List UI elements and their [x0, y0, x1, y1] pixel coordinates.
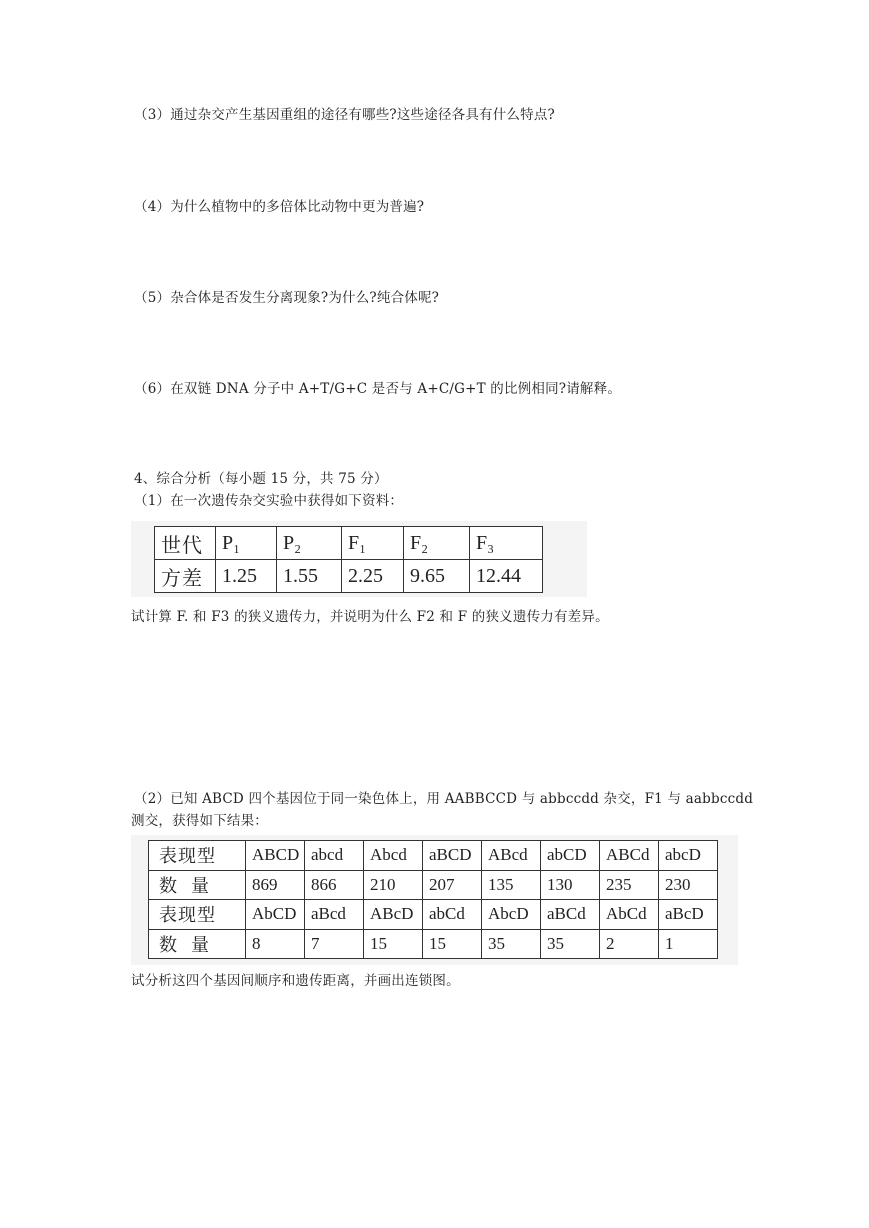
testcross-table — [148, 840, 718, 959]
generation-cell: P₂ — [277, 527, 342, 560]
count-cell: 235 — [600, 870, 659, 900]
question-2-instruction: 试分析这四个基因间顺序和遗传距离，并画出连锁图。 — [131, 973, 460, 989]
phenotype-cell: abCd — [423, 900, 482, 930]
phenotype-cell: aBCd — [541, 900, 600, 930]
table-row — [155, 560, 543, 593]
count-cell: 7 — [305, 929, 364, 959]
generation-cell: F₁ — [342, 527, 404, 560]
count-cell: 2 — [600, 929, 659, 959]
count-cell: 869 — [246, 870, 305, 900]
phenotype-cell: ABcd — [482, 841, 541, 871]
count-cell: 35 — [541, 929, 600, 959]
variance-cell: 1.55 — [277, 560, 342, 593]
variance-cell: 2.25 — [342, 560, 404, 593]
phenotype-cell: Abcd — [364, 841, 423, 871]
phenotype-cell: abcD — [659, 841, 718, 871]
variance-cell: 1.25 — [216, 560, 277, 593]
count-cell: 8 — [246, 929, 305, 959]
phenotype-cell: AbCd — [600, 900, 659, 930]
generation-cell: F₃ — [470, 527, 543, 560]
question-1-instruction: 试计算 F. 和 F3 的狭义遗传力，并说明为什么 F2 和 F 的狭义遗传力有差异。 — [131, 609, 609, 625]
count-cell: 135 — [482, 870, 541, 900]
generation-cell: P₁ — [216, 527, 277, 560]
phenotype-cell: ABCd — [600, 841, 659, 871]
variance-cell: 12.44 — [470, 560, 543, 593]
table-row — [149, 929, 718, 959]
variance-table-image — [131, 521, 587, 597]
phenotype-cell: AbCD — [246, 900, 305, 930]
count-cell: 210 — [364, 870, 423, 900]
phenotype-header: 表现型 — [149, 841, 246, 871]
phenotype-cell: abCD — [541, 841, 600, 871]
count-cell: 15 — [364, 929, 423, 959]
phenotype-cell: abcd — [305, 841, 364, 871]
question-5: （5）杂合体是否发生分离现象?为什么?纯合体呢? — [134, 290, 440, 306]
count-header: 数量 — [149, 870, 246, 900]
question-4: （4）为什么植物中的多倍体比动物中更为普遍? — [134, 199, 425, 215]
count-cell: 230 — [659, 870, 718, 900]
table-row — [155, 527, 543, 560]
phenotype-cell: ABcD — [364, 900, 423, 930]
table-row — [149, 900, 718, 930]
section-4-title: 4、综合分析（每小题 15 分，共 75 分） — [134, 471, 388, 487]
count-cell: 15 — [423, 929, 482, 959]
count-cell: 207 — [423, 870, 482, 900]
phenotype-cell: ABCD — [246, 841, 305, 871]
section-4-question-2-line-2: 测交，获得如下结果： — [131, 813, 268, 829]
count-cell: 866 — [305, 870, 364, 900]
phenotype-cell: aBCD — [423, 841, 482, 871]
count-cell: 1 — [659, 929, 718, 959]
question-3: （3）通过杂交产生基因重组的途径有哪些?这些途径各具有什么特点? — [134, 107, 555, 123]
phenotype-header: 表现型 — [149, 900, 246, 930]
section-4-question-2-line-1: （2）已知 ABCD 四个基因位于同一染色体上，用 AABBCCD 与 abbccdd 杂交，F1 与 aabbccdd — [134, 791, 754, 807]
section-4-question-1: （1）在一次遗传杂交实验中获得如下资料： — [134, 493, 404, 509]
testcross-table-image — [131, 835, 738, 965]
table-row — [149, 870, 718, 900]
count-cell: 35 — [482, 929, 541, 959]
variance-table — [154, 526, 543, 593]
generation-header: 世代 — [155, 527, 216, 560]
phenotype-cell: aBcd — [305, 900, 364, 930]
variance-header: 方差 — [155, 560, 216, 593]
table-row — [149, 841, 718, 871]
count-cell: 130 — [541, 870, 600, 900]
generation-cell: F₂ — [404, 527, 470, 560]
variance-cell: 9.65 — [404, 560, 470, 593]
count-header: 数量 — [149, 929, 246, 959]
question-6: （6）在双链 DNA 分子中 A+T/G+C 是否与 A+C/G+T 的比例相同?请解释。 — [134, 381, 622, 397]
phenotype-cell: AbcD — [482, 900, 541, 930]
phenotype-cell: aBcD — [659, 900, 718, 930]
